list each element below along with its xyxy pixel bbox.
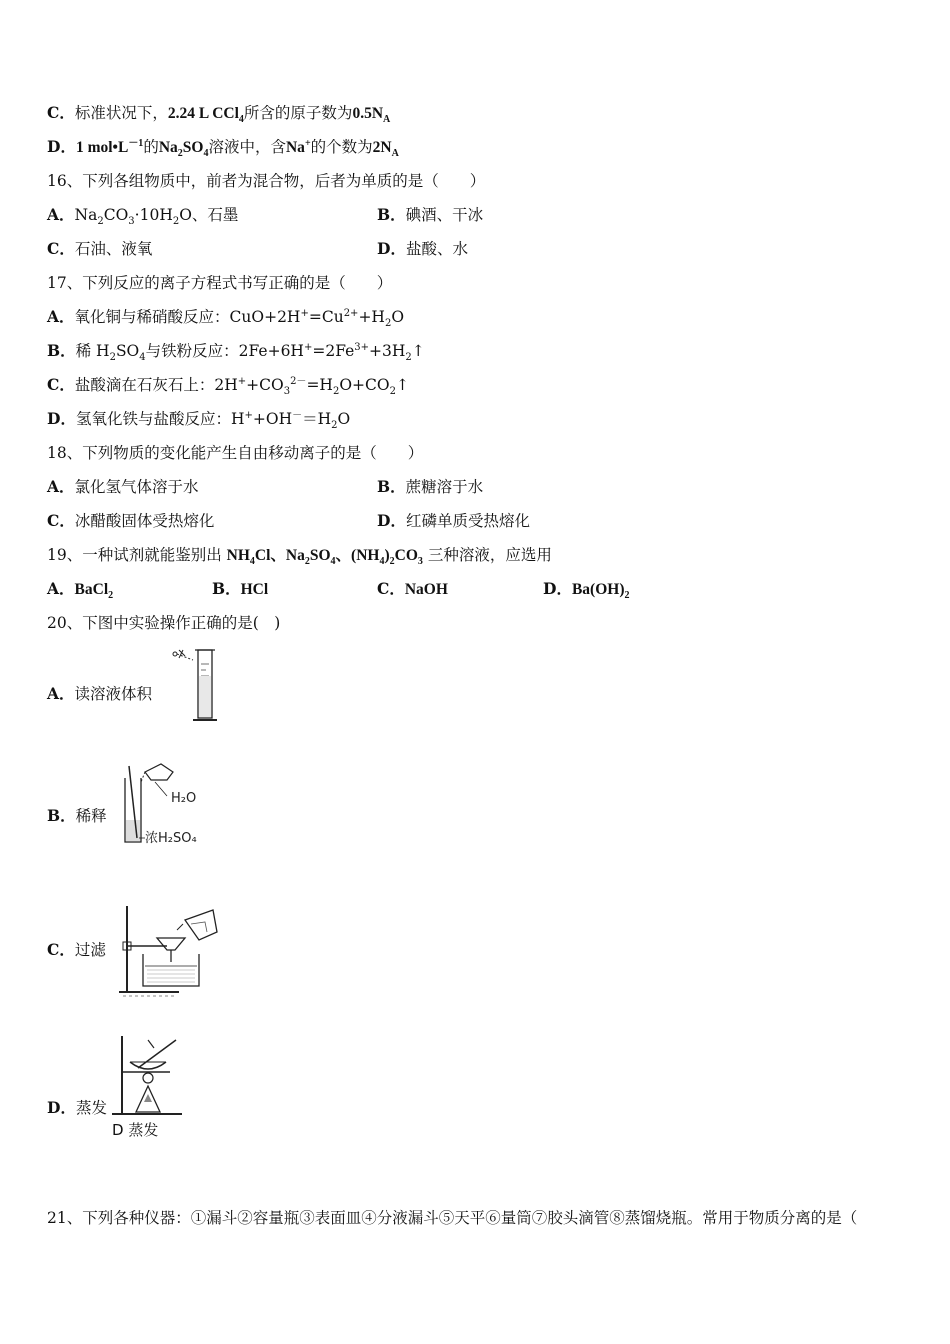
q19-option-a: A．BaCl$_2$	[47, 579, 114, 602]
evaporation-caption: D 蒸发	[112, 1121, 159, 1139]
q19-option-c: C．NaOH	[377, 579, 448, 598]
q20-stem: 20、下图中实验操作正确的是( )	[47, 614, 281, 632]
q18-option-a: A．氯化氢气体溶于水	[47, 477, 199, 496]
filtration-figure	[115, 900, 230, 1005]
q16-option-b: B．碘酒、干冰	[377, 205, 484, 224]
water-label: H₂O	[171, 791, 197, 806]
q16-option-a: A．$Na_2CO_3\cdot 10H_2O$、石墨	[47, 205, 239, 228]
q18-stem: 18、下列物质的变化能产生自由移动离子的是（ ）	[47, 444, 424, 462]
q19-option-d: D．$Ba(OH)_2$	[543, 579, 630, 602]
q16-stem: 16、下列各组物质中，前者为混合物，后者为单质的是（ ）	[47, 172, 486, 190]
q17-option-c: C．盐酸滴在石灰石上：$2H^++CO_3^{2-}=H_2O+CO_2↑$	[47, 375, 409, 398]
q17-option-a: A．氧化铜与稀硝酸反应：$CuO+2H^+=Cu^{2+}+H_2O$	[47, 307, 405, 330]
q15-option-c: C．标准状况下，2.24 L CCl$_4$所含的原子数为$0.5N_A$	[47, 103, 391, 126]
q20-option-d: D．蒸发	[47, 1098, 107, 1117]
q19-stem: 19、一种试剂就能鉴别出 $NH_4Cl$、$Na_2SO_4$、$(NH_4)_2CO_3$ 三种溶液，应选用	[47, 546, 552, 568]
q21-stem: 21、下列各种仪器：①漏斗②容量瓶③表面皿④分液漏斗⑤天平⑥量筒⑦胶头滴管⑧蒸馏烧瓶。常用于物质分离的是（	[47, 1209, 858, 1227]
q17-option-b: B．稀 $H_2SO_4$与铁粉反应：$2Fe+6H^+=2Fe^{3+}+3H_2↑$	[47, 341, 425, 364]
q16-option-d: D．盐酸、水	[377, 239, 468, 258]
q16-option-c: C．石油、液氧	[47, 239, 153, 258]
q19-option-b: B．HCl	[212, 579, 269, 598]
dilution-figure	[115, 760, 225, 850]
q18-option-c: C．冰醋酸固体受热熔化	[47, 511, 215, 530]
q17-option-d: D．氢氧化铁与盐酸反应：$H^++OH^-=H_2O$	[47, 409, 351, 432]
q18-option-d: D．红磷单质受热熔化	[377, 511, 530, 530]
q20-option-b: B．稀释	[47, 806, 107, 825]
q18-option-b: B．蔗糖溶于水	[377, 477, 484, 496]
q20-option-a: A．读溶液体积	[47, 684, 153, 703]
q15-option-d: D．1 $mol•L^{-1}$的$Na_2SO_4$溶液中，含Na+的个数为$2N_A$	[47, 137, 399, 160]
concentrated-acid-label: 浓H₂SO₄	[145, 831, 197, 846]
q17-stem: 17、下列反应的离子方程式书写正确的是（ ）	[47, 274, 393, 292]
q20-option-c: C．过滤	[47, 940, 106, 959]
graduated-cylinder-figure	[165, 646, 225, 726]
evaporation-figure	[108, 1032, 198, 1118]
